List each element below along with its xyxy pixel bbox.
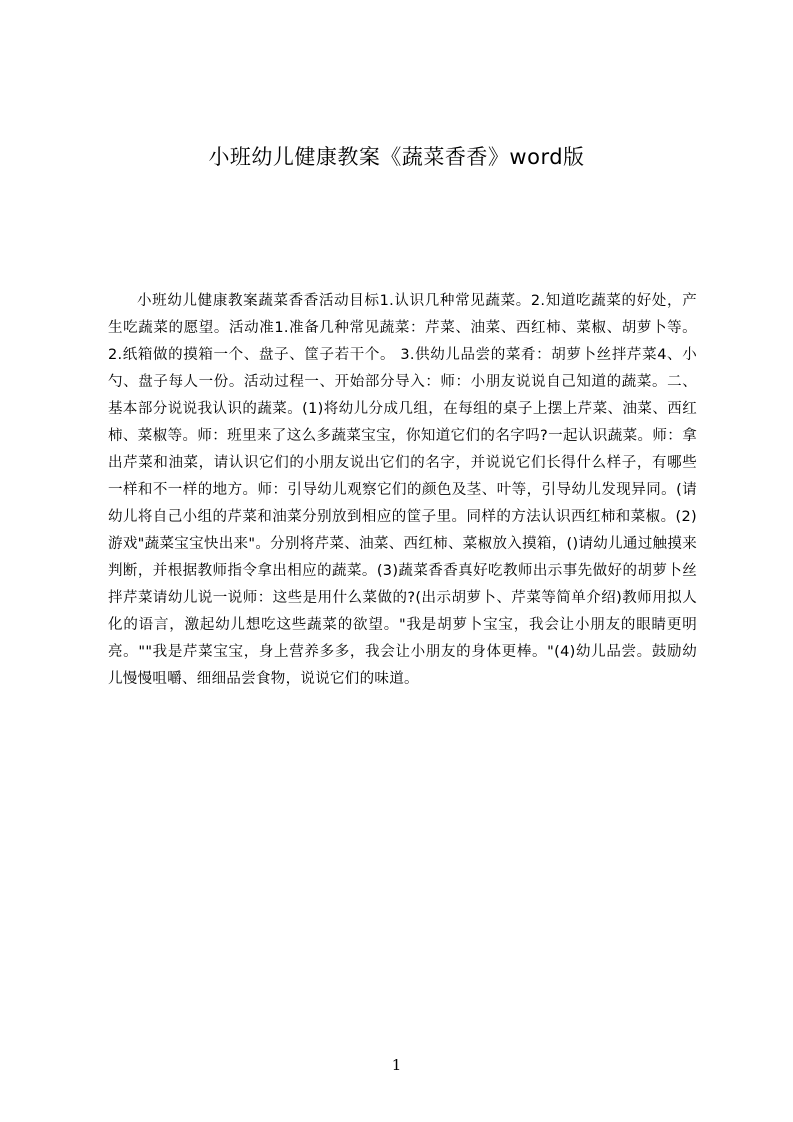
document-title: 小班幼儿健康教案《蔬菜香香》word版 — [208, 145, 585, 169]
page-number: 1 — [391, 1056, 402, 1074]
document-body-paragraph: 小班幼儿健康教案蔬菜香香活动目标1.认识几种常见蔬菜。2.知道吃蔬菜的好处，产生吃蔬菜的愿望。活动准1.准备几种常见蔬菜：芹菜、油菜、西红柿、菜椒、胡萝卜等。2.纸箱做的摸箱一个、盘子、筐子若干个。 3.供幼儿品尝的菜肴：胡萝卜丝拌芹菜4、小勺、盘子每人一份。活动过程一、开始部分导入：师：小朋友说说自己知道的蔬菜。二、基本部分说说我认识的蔬菜。(1)将幼儿分成几组，在每组的桌子上摆上芹菜、油菜、西红柿、菜椒等。师：班里来了这么多蔬菜宝宝，你知道它们的名字吗?一起认识蔬菜。师：拿出芹菜和油菜，请认识它们的小朋友说出它们的名字，并说说它们长得什么样子，有哪些一样和不一样的地方。师：引导幼儿观察它们的颜色及茎、叶等，引导幼儿发现异同。(请幼儿将自己小组的芹菜和油菜分别放到相应的筐子里。同样的方法认识西红柿和菜椒。(2)游戏"蔬菜宝宝快出来"。分别将芹菜、油菜、西红柿、菜椒放入摸箱，()请幼儿通过触摸来判断，并根据教师指令拿出相应的蔬菜。(3)蔬菜香香真好吃教师出示事先做好的胡萝卜丝拌芹菜请幼儿说一说师：这些是用什么菜做的?(出示胡萝卜、芹菜等简单介绍)教师用拟人化的语言，激起幼儿想吃这些蔬菜的欲望。"我是胡萝卜宝宝，我会让小朋友的眼睛更明亮。""我是芹菜宝宝，身上营养多多，我会让小朋友的身体更棒。"(4)幼儿品尝。鼓励幼儿慢慢咀嚼、细细品尝食物，说说它们的味道。 — [108, 293, 697, 687]
